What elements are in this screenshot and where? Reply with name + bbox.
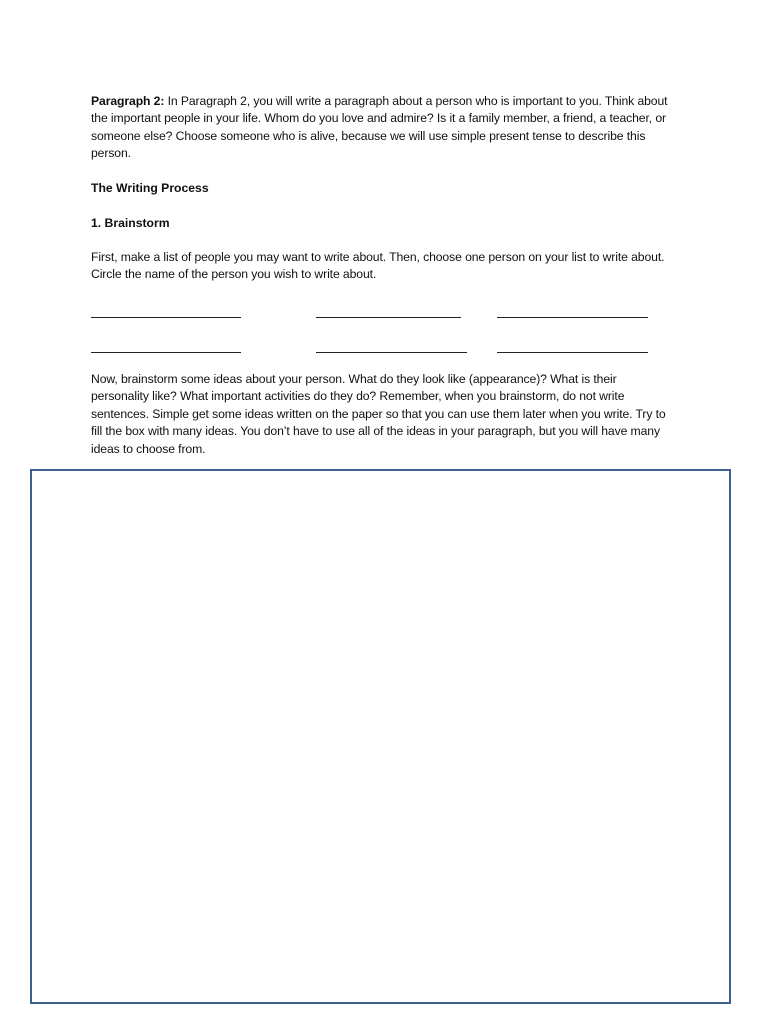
name-blank-line-3[interactable] <box>497 317 648 318</box>
name-blank-line-4[interactable] <box>91 352 241 353</box>
intro-paragraph <box>91 93 675 163</box>
list-instructions: First, make a list of people you may want to write about. Then, choose one person on your list to write about. Circle the name of the person you wish to write about. <box>91 250 665 282</box>
intro-lead: Paragraph 2: <box>91 94 165 108</box>
intro-body: In Paragraph 2, you will write a paragraph about a person who is important to you. Think about the important people in your life. Whom do you love and admire? Is it a family member, a friend, a teacher, or someone else? Choose someone who is alive, because we will use simple present tense to describe this person. <box>91 94 668 161</box>
writing-process-heading: The Writing Process <box>91 181 209 195</box>
brainstorm-box[interactable] <box>30 469 731 1004</box>
brainstorm-instructions: Now, brainstorm some ideas about your person. What do they look like (appearance)? What is their personality like? What important activities do they do? Remember, when you brainstorm, do not write sentences. Simple get some ideas written on the paper so that you can use them later when you write. Try to fill the box with many ideas. You don’t have to use all of the ideas in your paragraph, but you will have many ideas to choose from. <box>91 372 666 456</box>
name-blank-line-6[interactable] <box>497 352 648 353</box>
name-blank-line-1[interactable] <box>91 317 241 318</box>
name-blank-line-5[interactable] <box>316 352 467 353</box>
name-blank-line-2[interactable] <box>316 317 461 318</box>
brainstorm-heading: 1. Brainstorm <box>91 216 170 230</box>
